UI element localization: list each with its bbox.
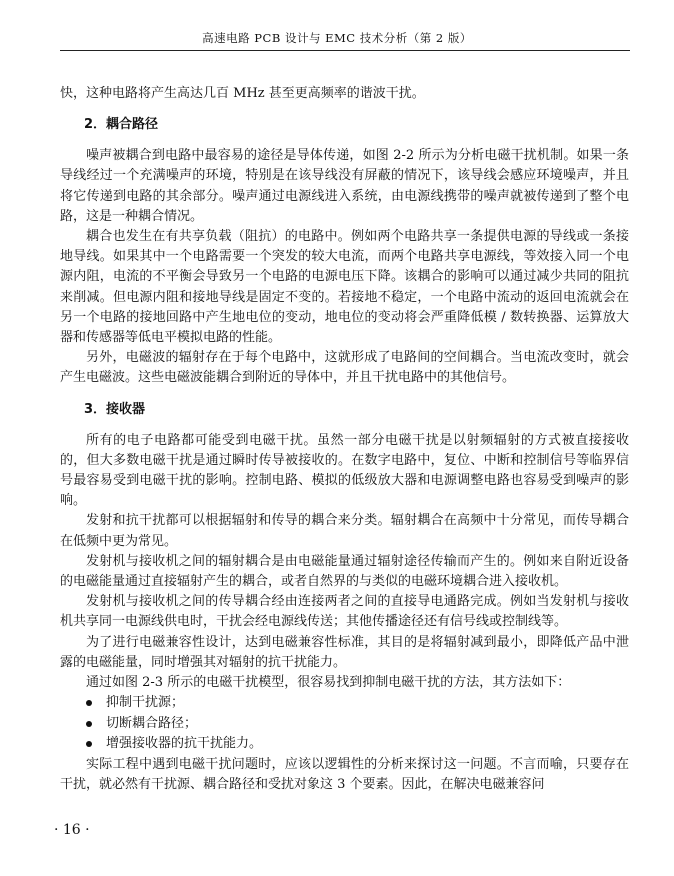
paragraph: 通过如图 2-3 所示的电磁干扰模型，很容易找到抑制电磁干扰的方法，其方法如下： (86, 675, 571, 691)
paragraph: 发射机与接收机之间的传导耦合经由连接两者之间的直接导电通路完成。例如当发射机与接收机共享同一电源线供电时，干扰会经电源线传送；其他传播途径还有信号线或控制线等。 (60, 594, 629, 630)
paragraph: 另外，电磁波的辐射存在于每个电路中，这就形成了电路间的空间耦合。当电流改变时，就会产生电磁波。这些电磁波能耦合到附近的导体中，并且干扰电路中的其他信号。 (60, 350, 629, 386)
paragraph: 为了进行电磁兼容性设计，达到电磁兼容性标准，其目的是将辐射减到最小，即降低产品中泄露的电磁能量，同时增强其对辐射的抗干扰能力。 (60, 634, 629, 670)
method-list (60, 693, 629, 754)
list-item (84, 714, 629, 734)
running-header: 高速电路 PCB 设计与 EMC 技术分析（第 2 版） (202, 31, 472, 45)
list-item-text: 切断耦合路径； (106, 715, 198, 731)
paragraph: 耦合也发生在有共享负载（阻抗）的电路中。例如两个电路共享一条提供电源的导线或一条接地导线。如果其中一个电路需要一个突发的较大电流，而两个电路共享电源线，等效接入同一个电源内阻，电流的不平衡会导致另一个电路的电源电压下降。该耦合的影响可以通过减少共同的阻抗来削减。但电源内阻和接地导线是固定不变的。若接地不稳定，一个电路中流动的返回电流就会在另一个电路的接地回路中产生地电位的变动，地电位的变动将会严重降低模 / 数转换器、运算放大器和传感器等低电平模拟电路的性能。 (60, 229, 629, 346)
paragraph: 实际工程中遇到电磁干扰问题时，应该以逻辑性的分析来探讨这一问题。不言而喻，只要存在干扰，就必然有干扰源、耦合路径和受扰对象这 3 个要素。因此，在解决电磁兼容问 (60, 756, 629, 792)
bullet-icon (86, 721, 92, 727)
section-heading-coupling-path: 2．耦合路径 (84, 117, 159, 133)
bullet-icon (86, 700, 92, 706)
list-item-text: 抑制干扰源； (106, 695, 185, 711)
paragraph: 所有的电子电路都可能受到电磁干扰。虽然一部分电磁干扰是以射频辐射的方式被直接接收的，但大多数电磁干扰是通过瞬时传导被接收的。在数字电路中，复位、中断和控制信号等临界信号最容易受到电磁干扰的影响。控制电路、模拟的低级放大器和电源调整电路也容易受到噪声的影响。 (60, 432, 629, 509)
bullet-icon (86, 741, 92, 747)
page-body (60, 84, 629, 795)
paragraph: 噪声被耦合到电路中最容易的途径是导体传递，如图 2-2 所示为分析电磁干扰机制。如果一条导线经过一个充满噪声的环境，特别是在该导线没有屏蔽的情况下，该导线会感应环境噪声，并且将它传递到电路的其余部分。噪声通过电源线进入系统，由电源线携带的噪声就被传递到了整个电路，这是一种耦合情况。 (60, 148, 629, 224)
section-heading-receiver: 3．接收器 (84, 401, 146, 417)
continued-paragraph: 快，这种电路将产生高达几百 MHz 甚至更高频率的谐波干扰。 (60, 86, 425, 101)
header-rule (60, 50, 630, 51)
list-item (84, 693, 629, 713)
page-number: · 16 · (54, 822, 90, 838)
paragraph: 发射和抗干扰都可以根据辐射和传导的耦合来分类。辐射耦合在高频中十分常见，而传导耦合在低频中更为常见。 (60, 513, 629, 549)
list-item (84, 734, 629, 754)
paragraph: 发射机与接收机之间的辐射耦合是由电磁能量通过辐射途径传输而产生的。例如来自附近设备的电磁能量通过直接辐射产生的耦合，或者自然界的与类似的电磁环境耦合进入接收机。 (60, 553, 629, 590)
list-item-text: 增强接收器的抗干扰能力。 (106, 736, 263, 752)
